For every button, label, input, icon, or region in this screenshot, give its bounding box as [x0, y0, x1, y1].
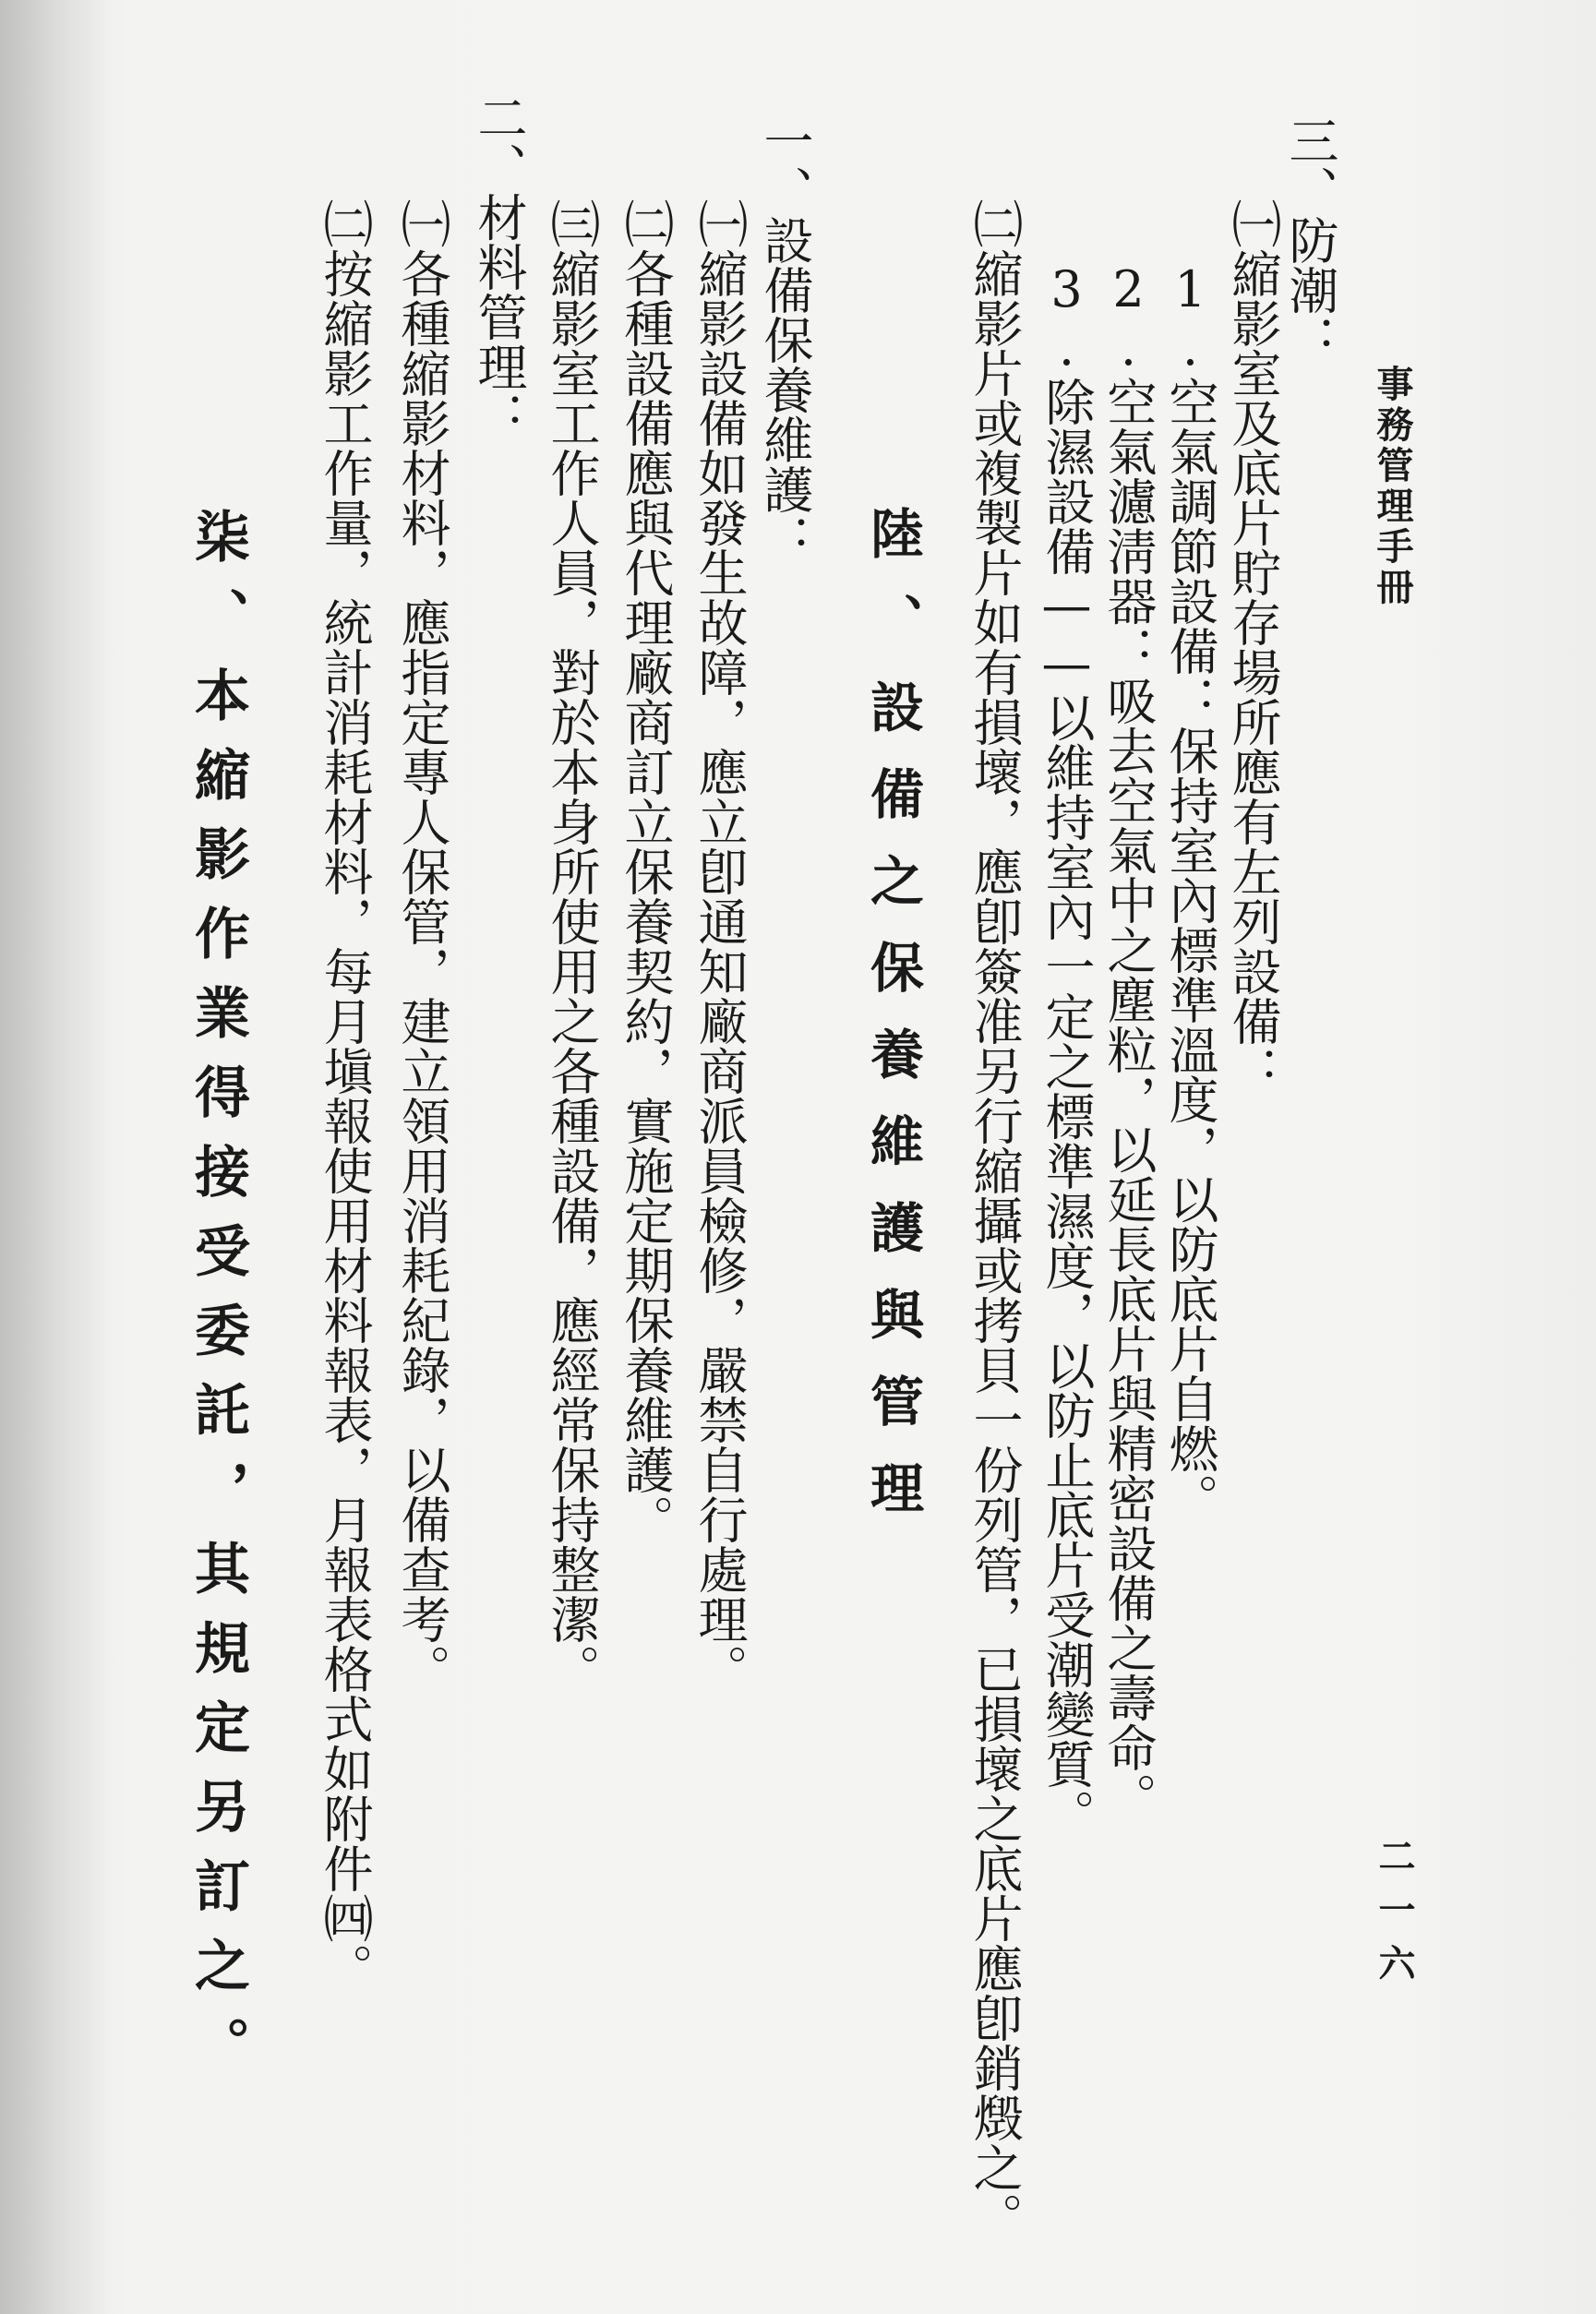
chapter-seven-text: 柒、本縮影作業得接受委託，其規定另訂之。 [186, 508, 250, 2095]
section-three-sub-2: 2.空氣濾淸器：吸去空氣中之塵粒，以延長底片與精密設備之壽命。 [1099, 260, 1158, 1822]
part-one-item-3: ㈢縮影室工作人員，對於本身所使用之各種設備，應經常保持整潔。 [543, 198, 601, 1694]
section-three-sub-3: 3.除濕設備——以維持室內一定之標準濕度，以防止底片受潮變質。 [1038, 260, 1096, 1839]
part-one-heading: 一、設備保養維護： [756, 115, 814, 564]
page-edge-shadow [0, 0, 111, 2314]
section-three-heading: 三、防潮： [1281, 115, 1339, 365]
page-number: 二一六 [1373, 1837, 1416, 1997]
book-title-header: 事務管理手冊 [1371, 365, 1414, 608]
part-one-item-1: ㈠縮影設備如發生故障，應立卽通知廠商派員檢修，嚴禁自行處理。 [690, 198, 749, 1694]
chapter-six-title: 陸、設備之保養維護與管理 [861, 506, 924, 1547]
section-three-item-1: ㈠縮影室及底片貯存場所應有左列設備： [1224, 198, 1282, 1096]
section-three-item-2: ㈡縮影片或複製片如有損壞，應卽簽准另行縮攝或拷貝一份列管，已損壞之底片應卽銷燬之。 [966, 198, 1024, 2242]
part-two-heading: 二、材料管理： [470, 92, 528, 441]
section-three-sub-1: 1.空氣調節設備：保持室內標準溫度，以防底片自燃。 [1161, 260, 1219, 1523]
part-two-item-2: ㈡按縮影工作量，統計消耗材料，每月塡報使用材料報表，月報表格式如附件㈣。 [316, 198, 374, 1993]
part-one-item-2: ㈡各種設備應與代理廠商訂立保養契約，實施定期保養維護。 [617, 198, 675, 1544]
part-two-item-1: ㈠各種縮影材料，應指定專人保管，建立領用消耗紀錄，以備查考。 [393, 198, 451, 1694]
